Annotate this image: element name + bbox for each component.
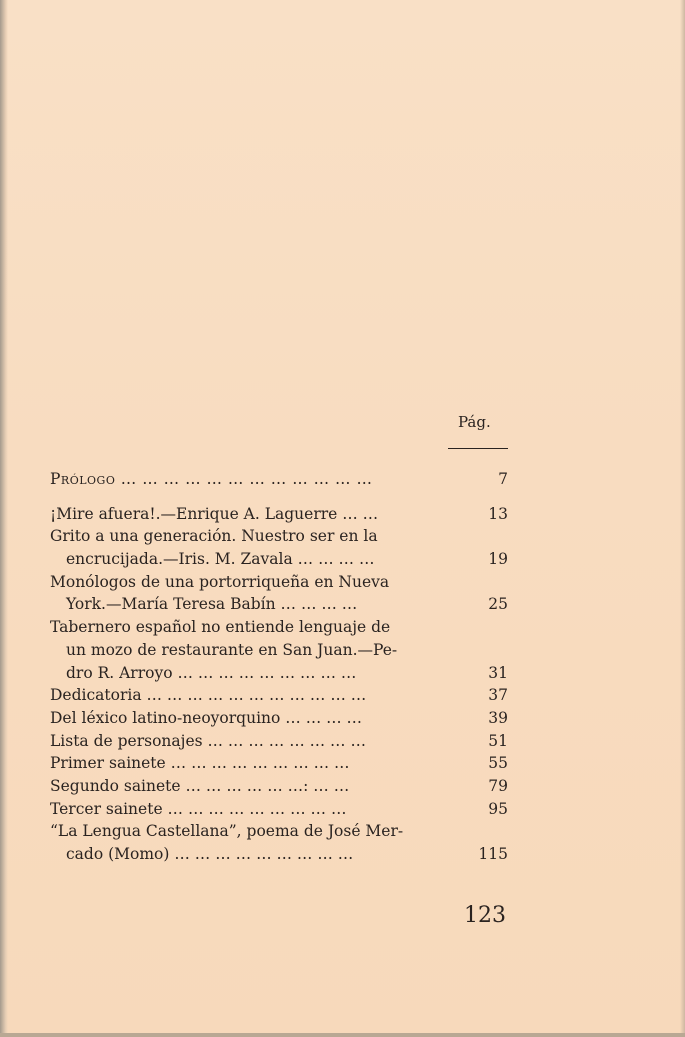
toc-entry-personajes xyxy=(50,730,508,753)
toc-entry-text: Segundo sainete … … … … … …: … … xyxy=(50,776,350,795)
toc-entry-dedicatoria xyxy=(50,684,508,707)
toc-entry-page: 95 xyxy=(488,799,508,818)
toc-entry-text: Dedicatoria … … … … … … … … … … … xyxy=(50,686,367,705)
toc-entry-grito xyxy=(50,525,500,548)
toc-entry-text: un mozo de restaurante en San Juan.—Pe- xyxy=(66,640,398,659)
toc-entry-page: 31 xyxy=(488,663,508,682)
toc-entry-page: 51 xyxy=(488,731,508,750)
toc-entry-text: York.—María Teresa Babín … … … … xyxy=(66,595,358,614)
toc-entry-text: Tabernero español no entiende lenguaje de xyxy=(50,618,391,637)
table-of-contents xyxy=(50,468,508,866)
toc-entry-page: 79 xyxy=(488,776,508,795)
toc-entry-text: Lista de personajes … … … … … … … … xyxy=(50,731,366,750)
toc-entry-page: 39 xyxy=(488,708,508,727)
toc-entry-prologo xyxy=(50,468,508,491)
toc-entry-text: Tercer sainete … … … … … … … … … xyxy=(50,799,347,818)
toc-entry-page: 115 xyxy=(478,845,508,863)
toc-entry-grito-cont xyxy=(50,548,508,571)
toc-entry-tabernero xyxy=(50,616,500,639)
toc-entry-text: ¡Mire afuera!.—Enrique A. Laguerre … … xyxy=(50,504,379,523)
toc-entry-text: Monólogos de una portorriqueña en Nueva xyxy=(50,572,390,591)
toc-entry-tabernero-cont2 xyxy=(50,662,508,685)
toc-entry-page: 55 xyxy=(488,754,508,773)
toc-entry-text: Del léxico latino-neoyorquino … … … … xyxy=(50,708,363,727)
toc-entry-mire-afuera xyxy=(50,503,508,526)
toc-entry-tabernero-cont xyxy=(50,639,500,662)
toc-entry-page: 7 xyxy=(498,470,508,488)
toc-entry-page: 13 xyxy=(488,504,508,523)
toc-entry-page: 25 xyxy=(488,595,508,614)
toc-entry-text: dro R. Arroyo … … … … … … … … … xyxy=(66,663,357,682)
page-number: 123 xyxy=(464,903,506,928)
toc-entry-page: 19 xyxy=(488,550,508,569)
toc-entry-text: cado (Momo) … … … … … … … … … xyxy=(66,845,354,863)
toc-entry-text: Primer sainete … … … … … … … … … xyxy=(50,754,350,773)
page-left-edge xyxy=(0,0,8,1037)
toc-entry-text: encrucijada.—Iris. M. Zavala … … … … xyxy=(66,550,375,569)
toc-entry-monologos-cont xyxy=(50,593,508,616)
toc-entry-page: 37 xyxy=(488,686,508,705)
toc-entry-text: Prólogo … … … … … … … … … … … … xyxy=(50,470,373,488)
toc-entry-tercer-sainete xyxy=(50,798,508,821)
toc-entry-lengua-castellana xyxy=(50,820,500,843)
page-column-header: Pág. xyxy=(458,413,491,431)
page-bottom-edge xyxy=(0,1033,685,1037)
header-rule xyxy=(448,448,508,449)
toc-entry-text: “La Lengua Castellana”, poema de José Mer- xyxy=(50,822,404,841)
toc-entry-text: Grito a una generación. Nuestro ser en la xyxy=(50,527,378,546)
toc-entry-segundo-sainete xyxy=(50,775,508,798)
toc-entry-lexico xyxy=(50,707,508,730)
toc-entry-primer-sainete xyxy=(50,752,508,775)
toc-entry-lengua-castellana-cont xyxy=(50,843,508,866)
toc-entry-monologos xyxy=(50,571,500,594)
page-right-edge xyxy=(680,0,685,1037)
